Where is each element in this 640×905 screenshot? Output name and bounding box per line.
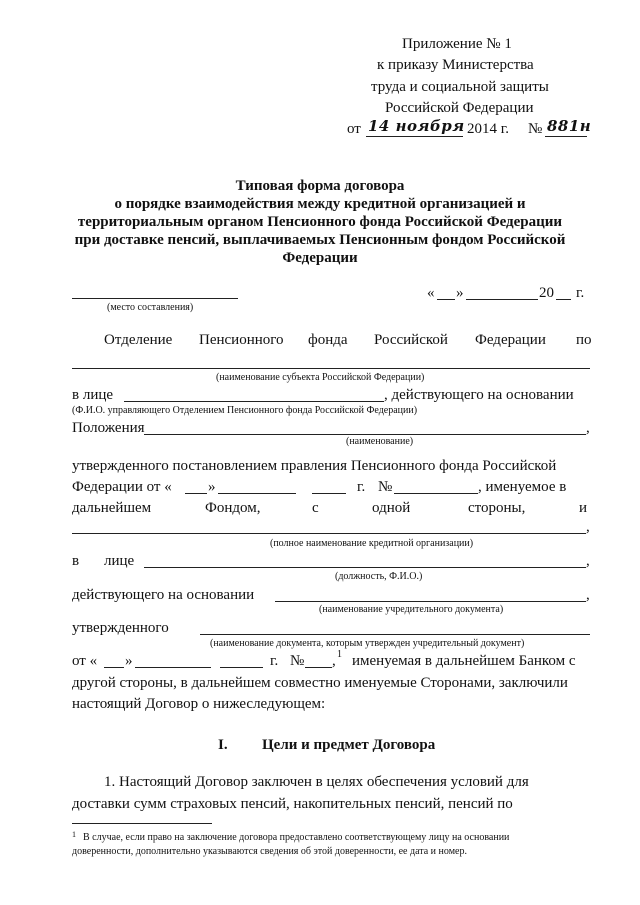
appendix-country-line: Российской Федерации	[385, 100, 534, 116]
named-bank-label: именуемая в дальнейшем Банком с	[352, 653, 576, 669]
bank-doc-year-suffix: г.	[270, 653, 279, 669]
section-title: Цели и предмет Договора	[262, 737, 436, 753]
subject-field-line	[72, 368, 590, 369]
para1-line-1: 1. Настоящий Договор заключен в целях обеспечения условий для	[104, 774, 529, 790]
body-word-po: по	[576, 332, 592, 348]
date-year-suffix: г.	[576, 285, 585, 301]
body-word-s: с	[312, 500, 319, 516]
bank-from-label: от «	[72, 653, 98, 669]
body-word-pensionnogo: Пенсионного	[199, 332, 284, 348]
named-fund-label: , именуемое в	[478, 479, 567, 495]
regulation-name-line	[144, 434, 586, 435]
bank-doc-number-line	[305, 667, 332, 668]
appendix-ministry-line: труда и социальной защиты	[371, 79, 549, 95]
body-word-lice: лице	[104, 553, 135, 569]
date-month-line	[466, 299, 538, 300]
body-word-v: в	[72, 553, 80, 569]
body-word-storony: стороны,	[468, 500, 526, 516]
approving-doc-line	[200, 634, 590, 635]
acting-on-basis-label-2: действующего на основании	[72, 587, 255, 603]
bank-doc-day-line	[104, 667, 124, 668]
order-date-underline	[366, 136, 463, 137]
footnote-mark: 1	[72, 830, 76, 839]
bank-doc-comma: ,	[332, 653, 336, 669]
decree-year-suffix: г.	[357, 479, 366, 495]
approving-doc-caption: (наименование документа, которым утвержден учредительный документ)	[210, 638, 525, 649]
decree-day-line	[185, 493, 207, 494]
date-quote-close: »	[456, 285, 464, 301]
bank-doc-month-line	[135, 667, 211, 668]
order-number-underline	[545, 136, 587, 137]
place-caption: (место составления)	[107, 302, 194, 313]
decree-number-line	[394, 493, 478, 494]
order-number-handwritten: 881н	[547, 117, 592, 135]
regulation-label: Положения	[72, 420, 145, 436]
body-word-dalneyshem: дальнейшем	[72, 500, 152, 516]
decree-year-line	[312, 493, 346, 494]
bank-doc-number-label: №	[290, 653, 305, 669]
founding-doc-comma: ,	[586, 587, 590, 603]
order-date-prefix: от	[347, 121, 361, 137]
date-year-prefix: 20	[539, 285, 554, 301]
footnote-line-1: В случае, если право на заключение договора предоставлено соответствующему лицу на основании	[83, 832, 510, 843]
appendix-number: Приложение № 1	[402, 36, 512, 52]
other-side-line: другой стороны, в дальнейшем совместно именуемые Сторонами, заключили	[72, 675, 568, 691]
approved-by-line: утвержденного постановлением правления Пенсионного фонда Российской	[72, 458, 557, 474]
bank-doc-year-line	[220, 667, 263, 668]
footnote-reference-mark[interactable]: 1	[337, 649, 342, 660]
position-fio-line	[144, 567, 586, 568]
decree-month-line	[218, 493, 296, 494]
title-line-5: Федерации	[282, 250, 358, 266]
footnote-separator	[72, 823, 212, 824]
para1-line-2: доставки сумм страховых пенсий, накопительных пенсий, пенсий по	[72, 796, 513, 812]
position-fio-caption: (должность, Ф.И.О.)	[335, 571, 423, 582]
order-number-label: №	[528, 121, 543, 137]
decree-quote-close: »	[208, 479, 216, 495]
in-person-label: в лице	[72, 387, 114, 403]
footnote-line-2: доверенности, дополнительно указываются сведения об этой доверенности, ее дата и номер.	[72, 846, 467, 857]
decree-number-label: №	[378, 479, 393, 495]
acting-on-basis-label: , действующего на основании	[384, 387, 574, 403]
founding-doc-caption: (наименование учредительного документа)	[319, 604, 504, 615]
regulation-caption: (наименование)	[346, 436, 414, 447]
date-quote-open: «	[427, 285, 435, 301]
body-word-rossiyskoy: Российской	[374, 332, 448, 348]
regulation-comma: ,	[586, 420, 590, 436]
subject-caption: (наименование субъекта Российской Федерации)	[216, 372, 425, 383]
credit-org-name-line	[72, 533, 586, 534]
place-field-line	[72, 298, 238, 299]
section-number: I.	[218, 737, 228, 753]
body-word-federatsii: Федерации	[475, 332, 546, 348]
title-line-4: при доставке пенсий, выплачиваемых Пенсионным фондом Российской	[74, 232, 566, 248]
order-date-handwritten: 14 ноября	[368, 117, 465, 135]
position-fio-comma: ,	[586, 553, 590, 569]
title-line-1: Типовая форма договора	[235, 178, 405, 194]
approved-label-2: утвержденного	[72, 620, 169, 636]
body-word-odnoy: одной	[372, 500, 411, 516]
manager-fio-caption: (Ф.И.О. управляющего Отделением Пенсионного фонда Российской Федерации)	[72, 405, 418, 416]
manager-fio-line	[124, 401, 384, 402]
title-line-3: территориальным органом Пенсионного фонда Российской Федерации	[77, 214, 563, 230]
body-word-i: и	[579, 500, 588, 516]
date-year-line	[556, 299, 571, 300]
credit-org-comma: ,	[586, 519, 590, 535]
appendix-order-line: к приказу Министерства	[377, 57, 534, 73]
order-year: 2014 г.	[467, 121, 509, 137]
title-line-2: о порядке взаимодействия между кредитной организацией и	[114, 196, 526, 212]
body-word-fonda: фонда	[308, 332, 348, 348]
bank-doc-quote-close: »	[125, 653, 133, 669]
founding-doc-line	[275, 601, 586, 602]
body-word-otdelenie: Отделение	[104, 332, 173, 348]
present-agreement-line: настоящий Договор о нижеследующем:	[72, 696, 326, 712]
body-word-fondom: Фондом,	[205, 500, 261, 516]
federation-from-label: Федерации от «	[72, 479, 172, 495]
date-day-line	[437, 299, 455, 300]
credit-org-caption: (полное наименование кредитной организации)	[270, 538, 474, 549]
